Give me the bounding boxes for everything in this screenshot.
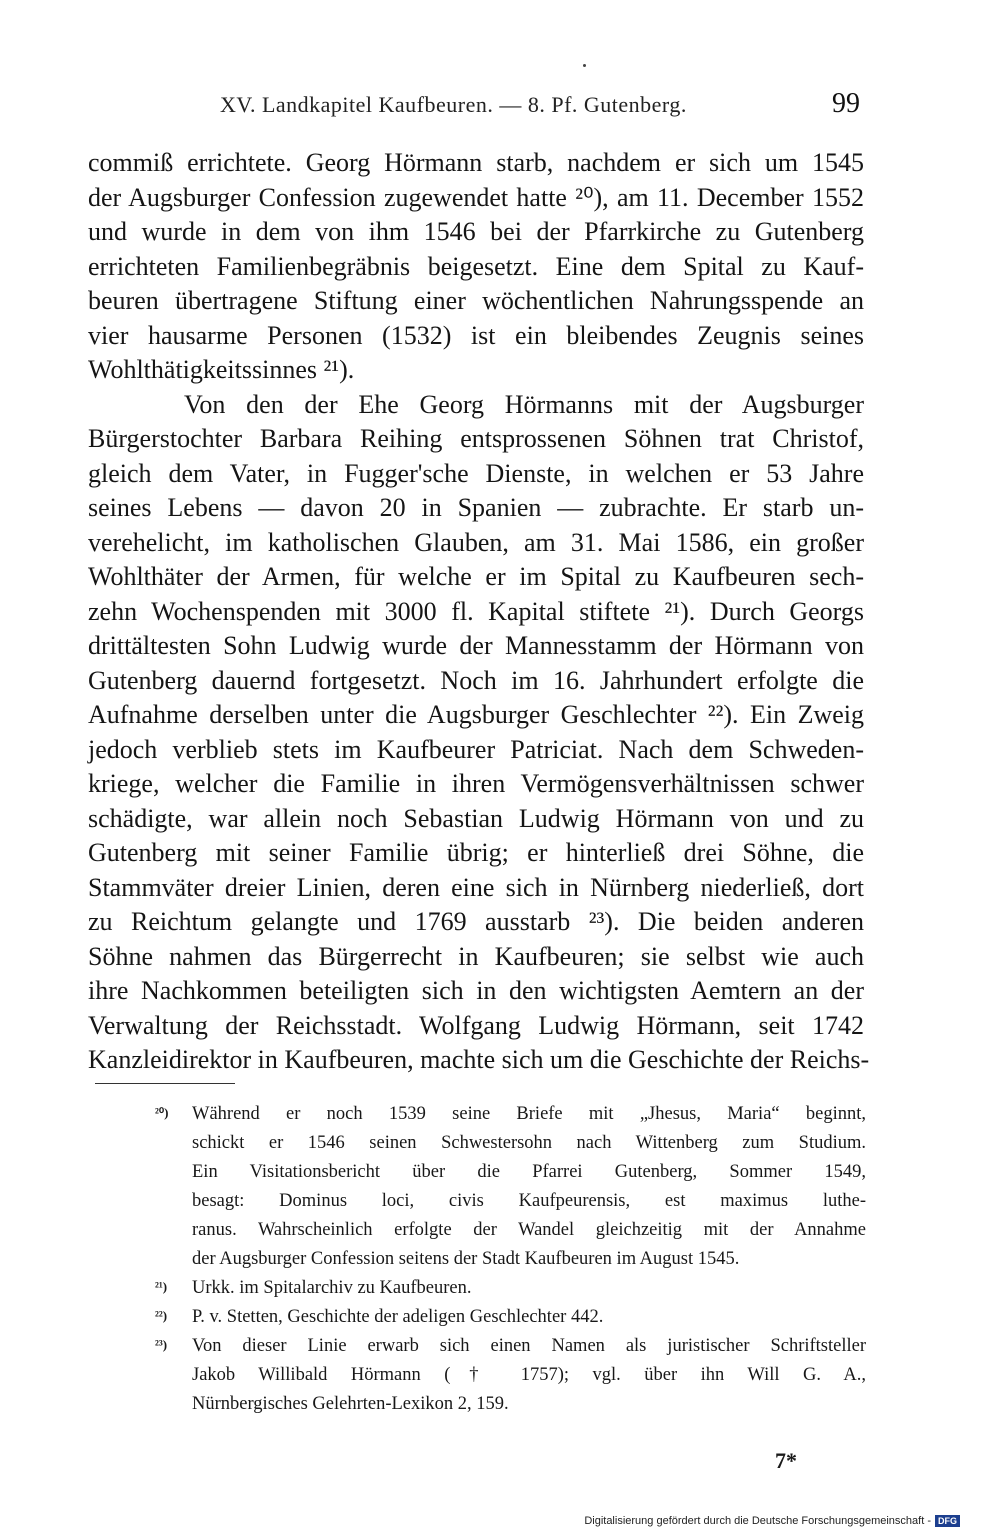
footnote-mark: ²¹): [155, 1279, 168, 1294]
text-line: Kanzleidirektor in Kaufbeuren, machte sich um die Geschichte der Reichs-: [88, 1045, 870, 1074]
dfg-logo: DFG: [935, 1515, 960, 1527]
text-line: drittältesten Sohn Ludwig wurde der Mannesstamm der Hörmann von: [88, 631, 864, 660]
footnote-line: Urkk. im Spitalarchiv zu Kaufbeuren.: [192, 1278, 472, 1298]
footnote-mark: ²²): [155, 1308, 168, 1323]
footnote-line: Während er noch 1539 seine Briefe mit „Jhesus, Maria“ beginnt,: [192, 1104, 866, 1124]
paragraph-1: [88, 146, 864, 388]
footnotes: [150, 1100, 866, 1419]
text-line: jedoch verblieb stets im Kaufbeurer Patriciat. Nach dem Schweden-: [88, 734, 864, 764]
text-line: Stammväter dreier Linien, deren eine sich in Nürnberg niederließ, dort: [88, 872, 864, 902]
footnote-line: Jakob Willibald Hörmann († 1757); vgl. über ihn Will G. A.,: [192, 1365, 866, 1385]
text-line: beuren übertragene Stiftung einer wöchentlichen Nahrungsspende an: [88, 286, 864, 315]
text-line: zehn Wochenspenden mit 3000 fl. Kapital stiftete ²¹). Durch Georgs: [88, 596, 864, 626]
footnote-mark: ²⁰): [155, 1105, 169, 1120]
running-title: XV. Landkapitel Kaufbeuren. — 8. Pf. Gutenberg.: [220, 92, 687, 117]
text-line: gleich dem Vater, in Fugger'sche Dienste, in welchen er 53 Jahre: [88, 458, 864, 488]
footnote-line: Von dieser Linie erwarb sich einen Namen als juristischer Schriftsteller: [192, 1336, 866, 1356]
text-line: schädigte, war allein noch Sebastian Ludwig Hörmann von und zu: [88, 803, 864, 833]
page-number: 99: [832, 88, 860, 119]
text-line: commiß errichtete. Georg Hörmann starb, nachdem er sich um 1545: [88, 148, 864, 177]
text-line: Von den der Ehe Georg Hörmanns mit der Augsburger: [184, 389, 864, 419]
footnote-line: schickt er 1546 seinen Schwestersohn nach Wittenberg zum Studium.: [192, 1133, 866, 1153]
text-line: kriege, welcher die Familie in ihren Vermögensverhältnissen schwer: [88, 769, 864, 798]
speck-mark: [583, 64, 586, 67]
footnote-21: [150, 1274, 866, 1303]
footnote-line: P. v. Stetten, Geschichte der adeligen Geschlechter 442.: [192, 1307, 604, 1327]
text-line: Gutenberg mit seiner Familie übrig; er hinterließ drei Söhne, die: [88, 838, 864, 867]
body-text: [88, 146, 870, 1078]
footnote-line: besagt: Dominus loci, civis Kaufpeurensis, est maximus luthe-: [192, 1191, 866, 1211]
text-line: errichteten Familienbegräbnis beigesetzt. Eine dem Spital zu Kauf-: [88, 251, 864, 281]
text-line: zu Reichtum gelangte und 1769 ausstarb ²³). Die beiden anderen: [88, 907, 864, 936]
footnote-divider: [95, 1083, 235, 1084]
text-line: Söhne nahmen das Bürgerrecht in Kaufbeuren; sie selbst wie auch: [88, 941, 864, 971]
text-line: Gutenberg dauernd fortgesetzt. Noch im 16. Jahrhundert erfolgte die: [88, 665, 864, 695]
text-line: seines Lebens — davon 20 in Spanien — zubrachte. Er starb un-: [88, 493, 864, 522]
footnote-line: Nürnbergisches Gelehrten-Lexikon 2, 159.: [192, 1394, 509, 1414]
text-line: Wohlthäter der Armen, für welche er im Spital zu Kaufbeuren sech-: [88, 562, 864, 591]
footnote-mark: ²³): [155, 1337, 168, 1352]
signature-mark: 7*: [775, 1448, 797, 1473]
footnote-line: der Augsburger Confession seitens der Stadt Kaufbeuren im August 1545.: [192, 1249, 740, 1269]
footnote-22: [150, 1303, 866, 1332]
text-line: Aufnahme derselben unter die Augsburger Geschlechter ²²). Ein Zweig: [88, 700, 864, 729]
paragraph-2: [88, 388, 870, 1078]
page-header: [90, 88, 860, 126]
footnote-23: [150, 1332, 866, 1419]
text-line: Wohlthätigkeitssinnes ²¹).: [88, 355, 355, 384]
footnote-line: ranus. Wahrscheinlich erfolgte der Wandel gleichzeitig mit der Annahme: [192, 1220, 866, 1240]
text-line: und wurde in dem von ihm 1546 bei der Pfarrkirche zu Gutenberg: [88, 217, 864, 246]
footnote-20: [150, 1100, 866, 1274]
text-line: Verwaltung der Reichsstadt. Wolfgang Ludwig Hörmann, seit 1742: [88, 1010, 864, 1040]
text-line: ihre Nachkommen beteiligten sich in den wichtigsten Aemtern an der: [88, 976, 864, 1005]
text-line: vier hausarme Personen (1532) ist ein bleibendes Zeugnis seines: [88, 320, 864, 350]
text-line: der Augsburger Confession zugewendet hatte ²⁰), am 11. December 1552: [88, 182, 864, 212]
credit-text: Digitalisierung gefördert durch die Deutsche Forschungsgemeinschaft -: [584, 1515, 931, 1527]
text-line: Bürgerstochter Barbara Reihing entsprossenen Söhnen trat Christof,: [88, 424, 864, 453]
digitization-credit: [584, 1515, 960, 1527]
text-line: verehelicht, im katholischen Glauben, am 31. Mai 1586, ein großer: [88, 527, 864, 557]
footnote-line: Ein Visitationsbericht über die Pfarrei Gutenberg, Sommer 1549,: [192, 1162, 866, 1182]
